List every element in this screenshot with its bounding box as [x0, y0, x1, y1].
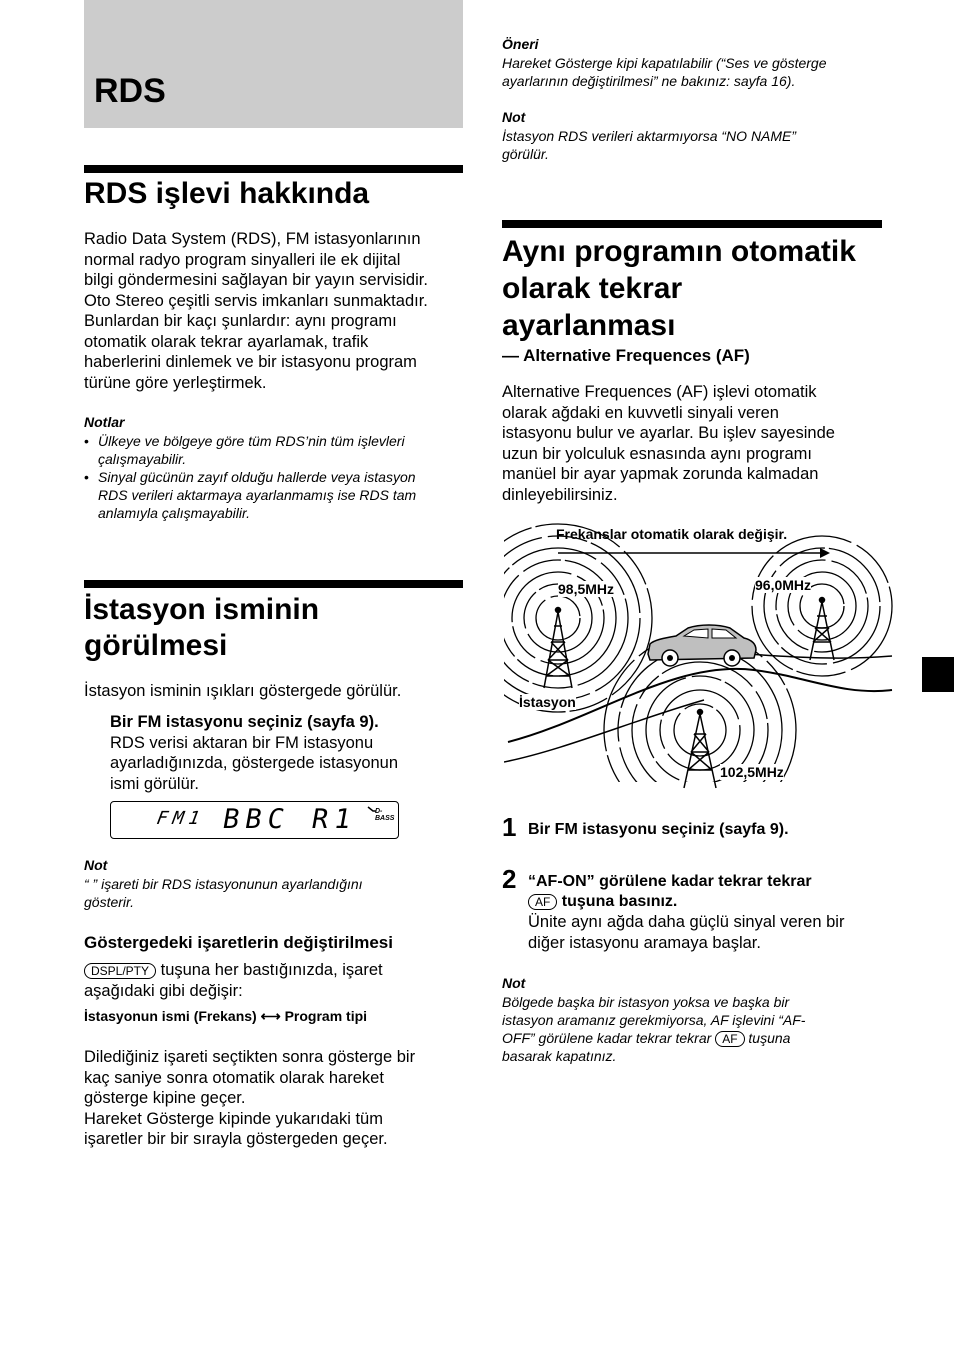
text-line: ismi görülür. [110, 774, 199, 793]
text-line: anlamıyla çalışmayabilir. [98, 505, 250, 521]
text-line: kaç saniye sonra otomatik olarak hareket [84, 1068, 384, 1087]
text-line: otomatik olarak tekrar ayarlamak, trafik [84, 332, 369, 351]
text-line: çalışmayabilir. [98, 451, 187, 467]
display-sequence [84, 1008, 367, 1025]
tip-heading: Öneri [502, 36, 539, 52]
car-icon [648, 625, 756, 666]
section-title-rds: RDS işlevi hakkında [84, 177, 370, 210]
note-text [502, 993, 882, 1065]
notes-list [84, 432, 464, 522]
text-line: gösterge kipine geçer. [84, 1089, 246, 1107]
motion-display-paragraph [84, 1047, 464, 1150]
page-title: RDS [94, 72, 166, 110]
text-line: ayarladığınızda, göstergede istasyonun [110, 754, 399, 772]
text-line: istasyonu bulur ve ayarlar. Bu işlev sayesinde [502, 424, 835, 442]
text-line: İstasyon RDS verileri aktarmıyorsa “NO NAME” [502, 128, 797, 144]
text-line: RDS verileri aktarmaya ayarlanmamış ise RDS tam [98, 487, 417, 503]
note-heading: Not [502, 109, 526, 125]
note-text [84, 875, 464, 911]
text-line: uzun bir yolculuk esnasında aynı programı [502, 444, 813, 463]
text-line: Dilediğiniz işareti seçtikten sonra gösterge bir [84, 1048, 416, 1066]
note-heading: Not [502, 975, 526, 991]
display-station-name: BBC R1 [220, 804, 360, 835]
station-name-intro: İstasyon isminin ışıkları göstergede görülür. [84, 682, 402, 700]
section-rule [502, 220, 882, 228]
step-instruction: Bir FM istasyonu seçiniz (sayfa 9). [528, 821, 789, 838]
section-title-af [502, 233, 856, 344]
text-line: gösterir. [84, 894, 135, 910]
af-diagram [504, 520, 896, 800]
note-item [84, 468, 464, 522]
notes-heading: Notlar [84, 414, 125, 430]
text-line: Alternative Frequences (AF) işlevi otomatik [502, 383, 817, 401]
page-edge-marker [922, 657, 954, 692]
text-line: Radio Data System (RDS), FM istasyonlarının [84, 230, 421, 248]
text-line: Bunlardan bir kaçı şunlardır: aynı programı [84, 312, 397, 330]
section-rule [84, 165, 463, 173]
text-line: bilgi göndermesini sağlayan bir yayın servisidir. [84, 271, 428, 289]
text-line: manüel bir ayar yapmak zorunda kalmadan [502, 465, 819, 483]
diagram-caption: Frekanslar otomatik olarak değişir. [556, 526, 788, 542]
note-item [84, 432, 464, 468]
text-line: tuşuna her bastığınızda, işaret [160, 961, 383, 979]
text-line: normal radyo program sinyalleri ile ek dijital [84, 250, 401, 269]
text-line: Ünite aynı ağda daha güçlü sinyal veren bir [528, 913, 845, 931]
section-rule [84, 580, 463, 588]
step-number: 1 [502, 812, 517, 842]
section-subtitle: — Alternative Frequences (AF) [502, 346, 750, 365]
text-line: Hareket Gösterge kipinde yukarıdaki tüm [84, 1109, 383, 1128]
text-line: RDS verisi aktaran bir FM istasyonu [110, 733, 374, 752]
af-intro-paragraph [502, 382, 892, 505]
text-line: “AF-ON” görülene kadar tekrar tekrar [528, 873, 812, 890]
text-line: istasyon aramanız gerekmiyorsa, AF işlevini “AF- [502, 1012, 806, 1028]
text-line: tuşuna basınız. [561, 893, 678, 910]
station-label: İstasyon [519, 694, 576, 710]
text-line: dinleyebilirsiniz. [502, 485, 618, 504]
note-text [502, 127, 882, 163]
rds-intro-paragraph [84, 229, 464, 393]
dspl-pty-key: DSPL/PTY [84, 963, 156, 979]
text-line: tuşuna [748, 1030, 791, 1046]
title-line: Aynı programın otomatik [502, 235, 856, 268]
tip-text [502, 54, 882, 90]
text-line: OFF” görülene kadar tekrar tekrar [502, 1030, 712, 1046]
title-line: İstasyon isminin [84, 593, 320, 626]
double-arrow-icon: ⟷ [260, 1008, 281, 1024]
text-line: Bölgede başka bir istasyon yoksa ve başka bir [502, 994, 790, 1010]
frequency-label: 96,0MHz [755, 577, 812, 593]
text-line: diğer istasyonu aramaya başlar. [528, 933, 761, 952]
rds-indicator-icon [367, 806, 377, 812]
sequence-item: Program tipi [284, 1008, 368, 1024]
frequency-label: 98,5MHz [558, 581, 615, 597]
text-line: ayarlarının değiştirilmesi” ne bakınız: sayfa 16). [502, 73, 796, 89]
text-line: işaretler bir bir sırayla göstergeden geçer. [84, 1130, 388, 1148]
station-step [110, 712, 460, 794]
text-line: görülür. [502, 146, 549, 162]
text-line: aşağıdaki gibi değişir: [84, 981, 243, 1000]
subsection-title: Göstergedeki işaretlerin değiştirilmesi [84, 933, 393, 952]
text-line: Hareket Gösterge kipi kapatılabilir (“Ses ve gösterge [502, 55, 827, 71]
section-title-station-name [84, 592, 319, 664]
note-heading: Not [84, 857, 108, 873]
text-line: • Ülkeye ve bölgeye göre tüm RDS’nin tüm işlevleri [98, 433, 405, 449]
af-key: AF [528, 894, 557, 910]
frequency-label: 102,5MHz [720, 764, 784, 780]
text-line: Oto Stereo çeşitli servis imkanları sunmaktadır. [84, 291, 428, 310]
text-line: “ ” işareti bir RDS istasyonunun ayarlandığını [84, 876, 363, 892]
display-band: FM1 [155, 808, 207, 829]
text-line: haberlerini dinlemek ve bir istasyonu program [84, 353, 417, 371]
af-diagram-illustration [504, 520, 896, 800]
lcd-display-illustration [110, 801, 399, 839]
step-number: 2 [502, 864, 517, 894]
text-line: türüne göre yerleştirmek. [84, 373, 267, 392]
sequence-item: İstasyonun ismi (Frekans) [84, 1008, 257, 1024]
text-line: basarak kapatınız. [502, 1048, 617, 1064]
display-change-paragraph [84, 960, 464, 1001]
title-line: görülmesi [84, 629, 228, 662]
dbass-indicator: D-BASS [375, 808, 395, 822]
step-instruction: Bir FM istasyonu seçiniz (sayfa 9). [110, 713, 379, 731]
step-instruction [528, 872, 888, 953]
title-line: ayarlanması [502, 309, 676, 342]
title-line: olarak tekrar [502, 272, 683, 305]
af-key: AF [715, 1031, 744, 1047]
text-line: • Sinyal gücünün zayıf olduğu hallerde veya istasyon [98, 469, 416, 485]
text-line: olarak ağdaki en kuvvetli sinyali veren [502, 403, 779, 422]
